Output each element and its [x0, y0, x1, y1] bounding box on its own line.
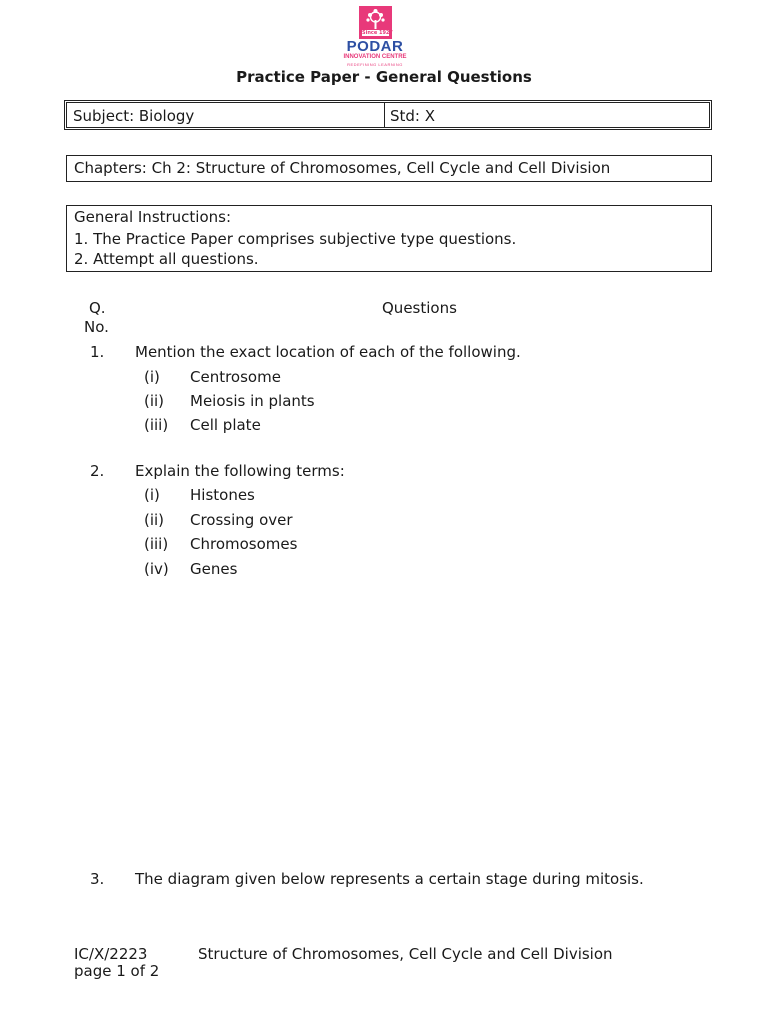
std-label: Std: X [390, 107, 436, 125]
instruction-item: 1. The Practice Paper comprises subjective type questions. [74, 230, 517, 248]
school-logo [335, 6, 411, 68]
sub-question-text: Chromosomes [190, 535, 298, 553]
logo-name: PODAR [346, 38, 404, 55]
sub-question-text: Cell plate [190, 416, 261, 434]
sub-question-text: Crossing over [190, 511, 293, 529]
sub-question-number: (ii) [144, 511, 165, 529]
instructions-box [66, 205, 712, 272]
sub-question-number: (i) [144, 486, 160, 504]
footer-page: page 1 of 2 [74, 962, 160, 980]
questions-label: Questions [382, 299, 457, 317]
question-number: 3. [90, 870, 105, 888]
sub-question-number: (iii) [144, 535, 169, 553]
sub-question-text: Histones [190, 486, 255, 504]
footer-chapter: Structure of Chromosomes, Cell Cycle and Cell Division [198, 945, 613, 963]
chapters-box [66, 155, 712, 182]
footer-code: IC/X/2223 [74, 945, 148, 963]
no-label: No. [84, 318, 109, 336]
q-label: Q. [89, 299, 106, 317]
logo-subtitle: INNOVATION CENTRE [343, 54, 407, 60]
box-divider [384, 103, 385, 127]
logo-emblem [359, 6, 392, 39]
chapters-text: Chapters: Ch 2: Structure of Chromosomes, Cell Cycle and Cell Division [74, 159, 611, 177]
logo-motto: REDEFINING LEARNING [347, 62, 403, 67]
question-text: The diagram given below represents a certain stage during mitosis. [135, 870, 644, 888]
sub-question-text: Genes [190, 560, 238, 578]
sub-question-text: Centrosome [190, 368, 281, 386]
subject-label: Subject: Biology [73, 107, 195, 125]
question-text: Explain the following terms: [135, 462, 345, 480]
sub-question-number: (iv) [144, 560, 169, 578]
question-number: 2. [90, 462, 105, 480]
instructions-heading: General Instructions: [74, 208, 232, 226]
sub-question-number: (ii) [144, 392, 165, 410]
page-title: Practice Paper - General Questions [236, 68, 532, 86]
instruction-item: 2. Attempt all questions. [74, 250, 259, 268]
logo-tagline: Since 1927 [362, 30, 393, 36]
subject-std-box [64, 100, 712, 130]
question-number: 1. [90, 343, 105, 361]
sub-question-number: (i) [144, 368, 160, 386]
sub-question-number: (iii) [144, 416, 169, 434]
question-text: Mention the exact location of each of the following. [135, 343, 521, 361]
sub-question-text: Meiosis in plants [190, 392, 315, 410]
